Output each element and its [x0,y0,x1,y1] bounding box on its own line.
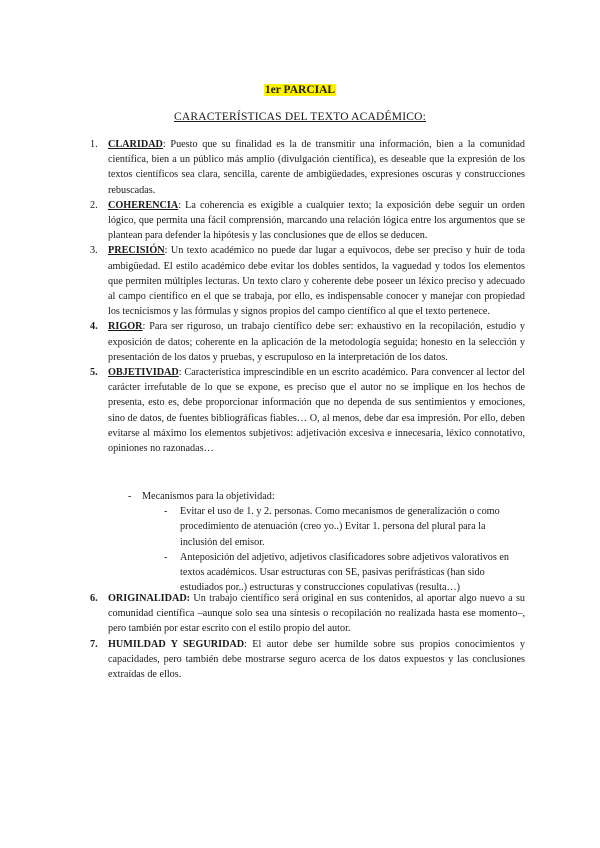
highlighted-title: 1er PARCIAL [264,84,336,96]
characteristics-list [90,137,525,456]
item-term: ORIGINALIDAD: [108,593,191,604]
sublist-item [108,489,525,504]
item-number: 2. [90,199,98,211]
item-text: : Característica imprescindible en un escrito académico. Para convencer al lector del carácter irrefutable de lo que se expone, es preciso que el autor no se implique en los hechos de presenta, esto es, debe proporcionar información que no dependa de sus sentimientos y emociones, sino de datos, de fuentes bibliográficas fiables… O, al menos, debe dar esa impresión. Por ello, deben evitarse al máximo los elementos subjetivos: adjetivación excesiva e innecesaria, léxico connotativo, opiniones no razonadas… [108,367,525,455]
item-number: 7. [90,638,98,650]
item-term: CLARIDAD [108,139,163,150]
list-item-coherencia [90,198,525,244]
item-number: 5. [90,367,98,379]
item-text: : Puesto que su finalidad es la de transmitir una información, bien a la comunidad científica, bien a un público más amplio (divulgación científica), es deseable que la expresión de los textos científicos sea clara, sencilla, carente de ambigüedades, expresiones oscuras y construcciones rebuscadas. [108,139,525,196]
page-title [0,84,600,96]
item-term: COHERENCIA [108,199,179,211]
nested-text: Anteposición del adjetivo, adjetivos clasificadores sobre adjetivos valorativos en textos académicos. Usar estructuras con SE, pasivas perifrásticas (han sido estudiados por..) estructuras y construcciones copulativas (resulta…) [180,551,510,594]
sub-label: Mecanismos para la objetividad: [142,491,275,502]
characteristics-list-continued [90,591,525,682]
item-text: : Un texto académico no puede dar lugar a equívocos, debe ser preciso y huir de toda ambigüedad. El estilo académico debe evitar los dobles sentidos, la vaguedad y todos los elementos que permiten múltiples lecturas. Un texto claro y coherente debe poseer un léxico preciso y adecuado al campo científico en el que se trabaja, por ello, es indispensable conocer y manejar con propiedad los tecnicismos y las fórmulas y signos propios del campo científico al que el texto pertenece. [108,245,525,318]
list-item-objetividad [90,365,525,456]
nested-text: Evitar el uso de 1. y 2. personas. Como mecanismos de generalización o como procedimiento de atenuación (creo yo..) Evitar 1. persona del plural para la inclusión del emisor. [180,506,500,548]
item-number: 4. [90,321,98,333]
nested-item [108,504,525,550]
list-item-precision [90,243,525,319]
objectivity-sublist [90,489,525,595]
section-subtitle: CARACTERÍSTICAS DEL TEXTO ACADÉMICO: [173,111,426,123]
item-text: : La coherencia es exigible a cualquier texto; la exposición debe seguir un orden lógico, que permita una fácil comprensión, marcando una relación lógica entre los argumentos que se plantean para defender la hipótesis y las conclusiones que de ellos se deducen. [108,199,525,242]
item-term: OBJETIVIDAD [108,367,179,379]
item-term: HUMILDAD Y SEGURIDAD [108,638,245,650]
dash-bullet: - [164,506,168,518]
item-number: 3. [90,245,98,257]
item-number: 1. [90,139,98,150]
item-text: : El autor debe ser humilde sobre sus propios conocimientos y capacidades, pero también debe mostrarse seguro acerca de los datos expuestos y las conclusiones extraídas de ellos. [108,638,525,681]
nested-item [108,550,525,596]
item-text: : Para ser riguroso, un trabajo científico debe ser: exhaustivo en la recopilación, estudio y exposición de datos; coherente en la aplicación de la metodología seguida; honesto en la selección y presentación de los datos y pruebas, y escrupuloso en la interpretación de los datos. [108,321,525,363]
dash-bullet: - [128,491,132,502]
list-item-humildad [90,637,525,683]
item-number: 6. [90,593,98,604]
item-text: Un trabajo científico será original en sus contenidos, al aportar algo nuevo a su comunidad científica –aunque solo sea una síntesis o recopilación no realizada hasta ese momento–, pero también por estar escrito con el estilo propio del autor. [108,593,525,635]
item-term: PRECISIÓN [108,245,165,257]
list-item-claridad [90,137,525,198]
list-item-originalidad [90,591,525,637]
dash-bullet: - [164,551,168,563]
item-term: RIGOR [108,321,143,333]
list-item-rigor [90,319,525,365]
